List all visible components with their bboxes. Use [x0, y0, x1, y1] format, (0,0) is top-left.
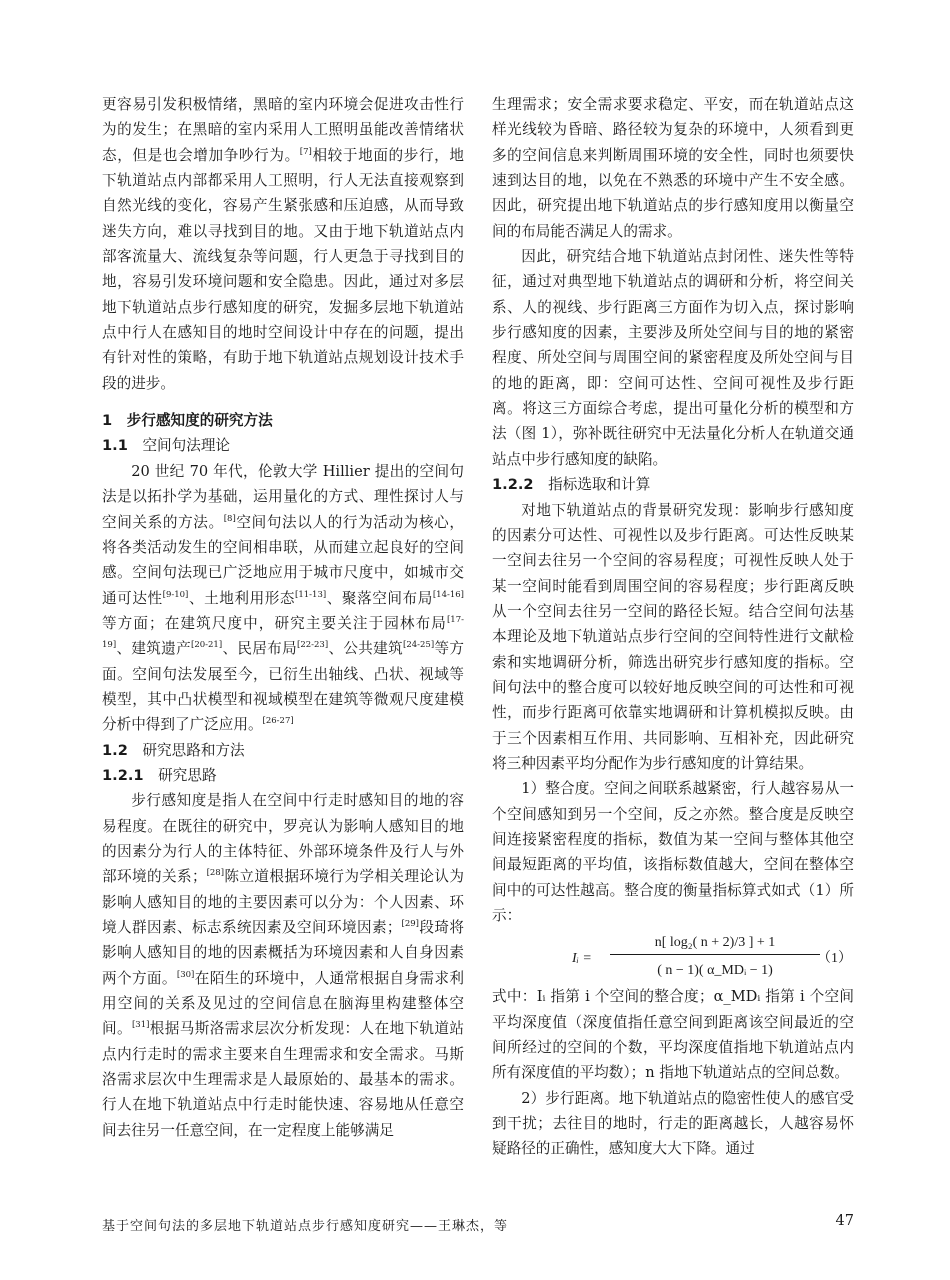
paragraph: 步行感知度是指人在空间中行走时感知目的地的容易程度。在既往的研究中，罗亮认为影响人感知目的地的因素分为行人的主体特征、外部环境条件及行人与外部环境的关系；[28]陈立道根据环境行为学相关理论认为影响人感知目的地的主要因素可以分为：个人因素、环境人群因素、标志系统因素及空间环境因素；[29]段琦将影响人感知目的地的因素概括为环境因素和人自身因素两个方面。[30]在陌生的环境中，人通常根据自身需求利用空间的关系及见过的空间信息在脑海里构建整体空间。[31]根据马斯洛需求层次分析发现：人在地下轨道站点内行走时的需求主要来自生理需求和安全需求。马斯洛需求层次中生理需求是人最原始的、最基本的需求。行人在地下轨道站点中行走时能快速、容易地从任意空间去往另一任意空间，在一定程度上能够满足 [102, 792, 464, 1139]
paragraph: 20 世纪 70 年代，伦敦大学 Hillier 提出的空间句法是以拓扑学为基础，运用量化的方式、理性探讨人与空间关系的方法。[8]空间句法以人的行为活动为核心，将各类活动发生的空间相串联，从而建立起良好的空间感。空间句法现已广泛地应用于城市尺度中，如城市交通可达性[9-10]、土地利用形态[11-13]、聚落空间布局[14-16]等方面；在建筑尺度中，研究主要关注于园林布局[17-19]、建筑遗产[20-21]、民居布局[22-23]、公共建筑[24-25]等方面。空间句法发展至今，已衍生出轴线、凸状、视域等模型，其中凸状模型和视域模型在建筑等微观尺度建模分析中得到了广泛应用。[26-27] [102, 462, 464, 734]
subsection-heading: 1.1 空间句法理论 [102, 437, 231, 455]
citation: [7] [299, 146, 312, 157]
formula-numerator: n[ log₂( n + 2)/3 ] + 1 [654, 935, 776, 951]
paragraph: 因此，研究结合地下轨道站点封闭性、迷失性等特征，通过对典型地下轨道站点的调研和分析，将空间关系、人的视线、步行距离三方面作为切入点，探讨影响步行感知度的因素，主要涉及所处空间与目的地的紧密程度、所处空间与周围空间的紧密程度及所处空间与目的地的距离，即：空间可达性、空间可视性及步行距离。将这三方面综合考虑，提出可量化分析的模型和方法（图 1），弥补既往研究中无法量化分析人在轨道交通站点中步行感知度的缺陷。 [492, 248, 854, 468]
page-number: 47 [835, 1213, 854, 1229]
citation: [11-13] [295, 589, 327, 600]
formula-lhs: Iᵢ = [572, 951, 592, 967]
citation: [8] [223, 513, 236, 524]
citation: [28] [206, 868, 225, 879]
paragraph: 式中：Iᵢ 指第 i 个空间的整合度；α_MDᵢ 指第 i 个空间平均深度值（深度值指任意空间到距离该空间最近的空间所经过的空间的个数，平均深度值指地下轨道站点内所有深度值的平均数）；n 指地下轨道站点的空间总数。 [492, 988, 854, 1082]
formula-denominator: ( n − 1)( α_MDᵢ − 1) [657, 963, 773, 979]
equation-number: （1） [817, 951, 852, 967]
subsubsection-heading: 1.2.1 研究思路 [102, 766, 217, 784]
citation: [30] [176, 969, 195, 980]
paragraph: 更容易引发积极情绪，黑暗的室内环境会促进攻击性行为的发生；在黑暗的室内采用人工照明虽能改善情绪状态，但是也会增加争吵行为。[7]相较于地面的步行，地下轨道站点内部都采用人工照明，行人无法直接观察到自然光线的变化，容易产生紧张感和压迫感，从而导致迷失方向，难以寻找到目的地。又由于地下轨道站点内部客流量大、流线复杂等问题，行人更急于寻找到目的地，容易引发环境问题和安全隐患。因此，通过对多层地下轨道站点步行感知度的研究，发掘多层地下轨道站点中行人在感知目的地时空间设计中存在的问题，提出有针对性的策略，有助于地下轨道站点规划设计技术手段的进步。 [102, 96, 464, 392]
paragraph: 对地下轨道站点的背景研究发现：影响步行感知度的因素分可达性、可视性以及步行距离。可达性反映某一空间去往另一个空间的容易程度；可视性反映人处于某一空间时能看到周围空间的容易程度；步行距离反映从一个空间去往另一空间的路径长短。结合空间句法基本理论及地下轨道站点步行空间的空间特性进行文献检索和实地调研分析，筛选出研究步行感知度的指标。空间句法中的整合度可以较好地反映空间的可达性和可视性，而步行距离可依靠实地调研和计算机模拟反映。由于三个因素相互作用、共同影响、互相补充，因此研究将三种因素平均分配作为步行感知度的计算结果。 [492, 501, 854, 772]
citation: [29] [401, 919, 419, 929]
citation: [9-10] [162, 589, 189, 600]
right-column [492, 92, 854, 1162]
citation: [17-19] [102, 614, 464, 651]
paragraph: 生理需求；安全需求要求稳定、平安，而在轨道站点这样光线较为昏暗、路径较为复杂的环境中，人须看到更多的空间信息来判断周围环境的安全性，同时也须要快速到达目的地，以免在不熟悉的环境中产生不安全感。因此，研究提出地下轨道站点的步行感知度用以衡量空间的布局能否满足人的需求。 [492, 96, 854, 240]
citation: [26-27] [262, 716, 294, 727]
subsection-heading: 1.2 研究思路和方法 [102, 741, 245, 759]
left-column [102, 92, 464, 1143]
section-heading: 1 步行感知度的研究方法 [102, 412, 273, 430]
integration-formula [492, 928, 854, 984]
fraction-bar [610, 954, 820, 955]
citation: [20-21] [191, 640, 223, 651]
citation: [31] [131, 1020, 150, 1031]
subsubsection-heading: 1.2.2 指标选取和计算 [492, 476, 651, 494]
citation: [24-25] [403, 640, 435, 651]
citation: [22-23] [297, 640, 329, 651]
citation: [14-16] [432, 589, 464, 600]
paragraph: 1）整合度。空间之间联系越紧密，行人越容易从一个空间感知到另一个空间，反之亦然。整合度是反映空间连接紧密程度的指标，数值为某一空间与整体其他空间最短距离的平均值，该指标数值越大，空间在整体空间中的可达性越高。整合度的衡量指标算式如式（1）所示： [492, 780, 854, 924]
running-title: 基于空间句法的多层地下轨道站点步行感知度研究——王琳杰，等 [102, 1219, 509, 1234]
paragraph: 2）步行距离。地下轨道站点的隐密性使人的感官受到干扰；去往目的地时，行走的距离越长，人越容易怀疑路径的正确性，感知度大大下降。通过 [492, 1089, 854, 1158]
